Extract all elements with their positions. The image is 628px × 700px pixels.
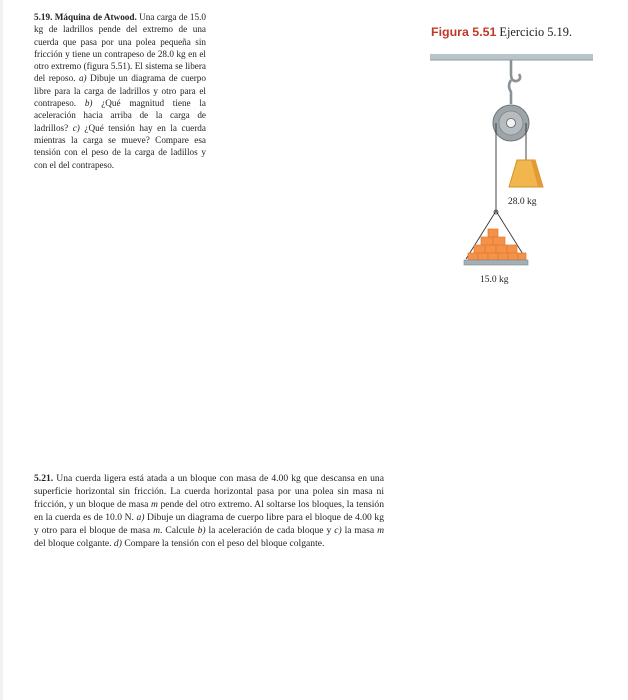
problem-number: 5.21. — [34, 473, 54, 484]
part-c-marker: c) — [72, 122, 80, 133]
ceiling-bar — [430, 54, 593, 60]
part-a-marker: a) — [78, 73, 87, 84]
problem-text: . Calcule — [160, 525, 198, 537]
mass-symbol: m — [377, 525, 384, 537]
part-d-marker: d) — [113, 538, 122, 550]
problem-text: Una carga de 15.0 kg de ladrillos pende del extremo de una cuerda que pasa por una polea pequeña sin fricción y tiene un contrapeso de 28.0 kg en el otro extremo (figura 5.51). El sistema se libera del reposo. — [34, 12, 206, 84]
part-c-text: ¿Qué tensión hay en la cuerda mientras la carga se mueve? Compare esa tensión con el peso de la carga de ladillos y con el del contrapeso. — [34, 122, 206, 170]
pulley-hanger — [509, 80, 511, 104]
mass-symbol: m — [150, 499, 158, 511]
hook-icon — [511, 60, 520, 81]
problem-text: Una cuerda ligera está atada a un bloque con masa de 4.00 kg que descansa en una superficie horizontal sin fricción. La cuerda horizontal pasa por una polea sin masa ni fricción, y un bloque de masa — [34, 473, 384, 511]
figure-label: Figura 5.51 — [431, 25, 497, 39]
part-c-marker: c) — [334, 525, 342, 537]
part-a-text: Dibuje un diagrama de cuerpo libre para el bloque de 4.00 kg y otro para el bloque de masa — [34, 512, 384, 537]
part-b-marker: b) — [84, 98, 93, 109]
counterweight-mass-label: 28.0 kg — [508, 197, 537, 207]
part-b-marker: b) — [197, 525, 206, 537]
part-b-text: la aceleración de cada bloque y — [205, 525, 335, 537]
part-a-text: Dibuje un diagrama de cuerpo libre para la carga de ladrillos y otro para el contrapeso. — [34, 73, 206, 109]
problem-text: pende del otro extremo. Al soltarse los bloques, la tensión en la cuerda es de 10.0 N. — [34, 499, 385, 524]
part-b-text: ¿Qué magnitud tiene la aceleración hacia arriba de la carga de ladrillos? — [34, 98, 206, 133]
mass-symbol: m — [153, 525, 160, 537]
part-c-text: la masa — [341, 525, 378, 537]
brick-pallet — [464, 260, 528, 265]
part-d-text: Compare la tensión con el peso del bloque colgante. — [121, 538, 325, 550]
problem-text: del bloque colgante. — [34, 538, 114, 550]
problem-5-21 — [34, 472, 384, 551]
figure-caption — [431, 25, 572, 40]
pulley-axle — [507, 119, 516, 128]
page-edge — [0, 0, 3, 700]
problem-title: Máquina de Atwood. — [54, 12, 137, 22]
brick-mass-label: 15.0 kg — [480, 275, 509, 285]
part-a-marker: a) — [136, 512, 145, 524]
problem-5-19 — [34, 11, 206, 171]
figure-caption-text: Ejercicio 5.19. — [499, 25, 573, 39]
problem-number: 5.19. — [34, 12, 53, 22]
atwood-machine-figure — [430, 48, 594, 293]
